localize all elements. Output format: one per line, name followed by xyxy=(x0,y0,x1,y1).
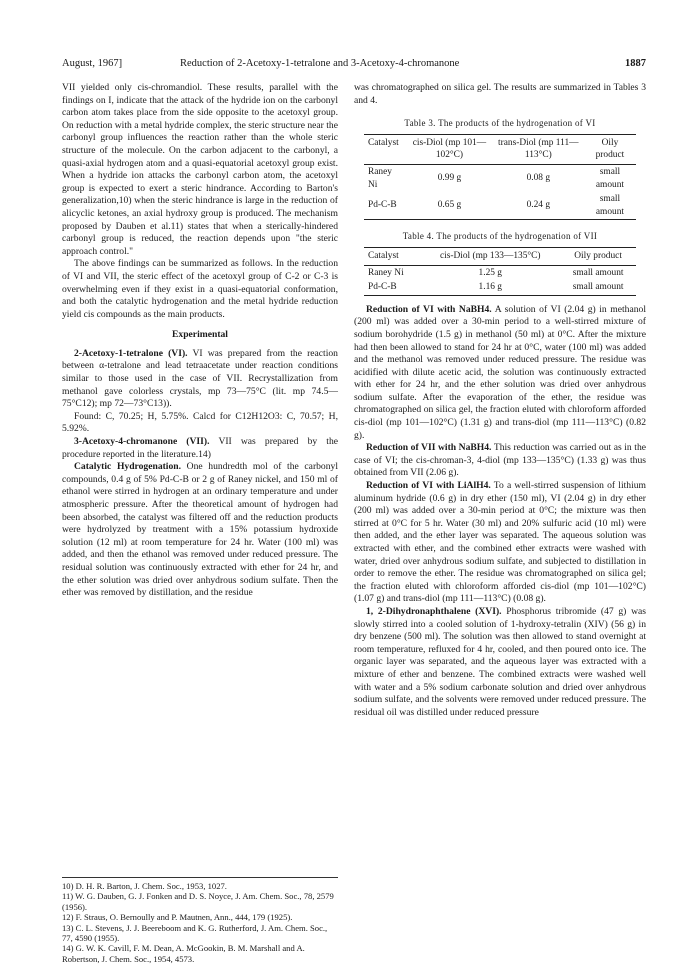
table-row xyxy=(364,192,636,220)
running-header xyxy=(62,58,646,74)
table-row xyxy=(364,265,636,280)
table-header-cell: trans-Diol (mp 111—113°C) xyxy=(493,134,584,164)
run-in-heading: Catalytic Hydrogenation. xyxy=(74,461,182,473)
table-cell: small amount xyxy=(584,192,636,220)
run-in-heading: 1, 2-Dihydronaphthalene (XVI). xyxy=(366,605,502,617)
paragraph xyxy=(62,461,338,600)
page-number: 1887 xyxy=(625,58,646,69)
table-header-cell: cis-Diol (mp 101—102°C) xyxy=(406,134,493,164)
footnotes xyxy=(62,877,338,964)
paragraph xyxy=(62,348,338,411)
paragraph-text: This reduction was carried out as in the case of VI; the cis-chroman-3, 4-diol (mp 133—135°C) (1.33 g) was thus obtained from VII (2.06 g). xyxy=(354,442,646,479)
paragraph: The above findings can be summarized as follows. In the reduction of VI and VII, the steric effect of the acetoxyl group of C-2 or C-3 is overwhelming even if they exist in a quasi-equatorial conformation, and both the catalytic hydrogenation and the metal hydride reduction yield cis compounds as the main products. xyxy=(62,258,338,320)
footnote: 10) D. H. R. Barton, J. Chem. Soc., 1953, 1027. xyxy=(62,881,227,891)
left-column xyxy=(62,82,338,600)
table-3 xyxy=(364,134,636,221)
table-4 xyxy=(364,247,636,296)
header-title: Reduction of 2-Acetoxy-1-tetralone and 3-Acetoxy-4-chromanone xyxy=(180,58,460,69)
paragraph: was chromatographed on silica gel. The results are summarized in Tables 3 and 4. xyxy=(354,82,646,106)
paragraph-text: A solution of VI (2.04 g) in methanol (200 ml) was added over a 30-min period to a well-stirred mixture of sodium borohydride (1.5 g) in methanol (50 ml) at 0°C. After the mixture had then been allowed to stand for 24 hr at 0°C, water (100 ml) was added and the methanol was removed under reduced pressure. The residue was acidified with dilute acetic acid, the solution was continuously extracted with ether for 24 hr, and the ether solution was dried over anhydrous sodium sulfate. After the evaporation of the ether, the residue was chromatographed on silica gel, the fraction eluted with chloroform afforded cis-diol (mp 101—102°C) (1.31 g) and trans-diol (mp 111—113°C) (0.82 g). xyxy=(354,303,646,441)
paragraph: Found: C, 70.25; H, 5.75%. Calcd for C12H12O3: C, 70.57; H, 5.92%. xyxy=(62,410,338,435)
table-cell: small amount xyxy=(560,280,636,295)
run-in-heading: 3-Acetoxy-4-chromanone (VII). xyxy=(74,436,210,448)
table-4-caption: Table 4. The products of the hydrogenation of VII xyxy=(402,231,598,242)
table-header-cell: cis-Diol (mp 133—135°C) xyxy=(420,247,560,265)
table-cell: Raney Ni xyxy=(368,267,404,278)
run-in-heading: 2-Acetoxy-1-tetralone (VI). xyxy=(74,347,188,359)
table-row xyxy=(364,164,636,192)
table-cell: Raney Ni xyxy=(368,166,392,190)
table-header-cell: Catalyst xyxy=(364,134,406,164)
table-row xyxy=(364,280,636,295)
run-in-heading: Reduction of VII with NaBH4. xyxy=(366,442,492,454)
right-column xyxy=(354,82,646,719)
table-cell: 0.99 g xyxy=(437,173,462,184)
header-date: August, 1967] xyxy=(62,58,123,69)
footnote: 14) G. W. K. Cavill, F. M. Dean, A. McGookin, B. M. Marshall and A. Robertson, J. Chem. Soc., 1954, 4573. xyxy=(62,943,305,964)
table-cell: 0.65 g xyxy=(406,192,493,220)
table-cell: small amount xyxy=(572,267,624,278)
table-header-cell: Oily product xyxy=(560,247,636,265)
paragraph xyxy=(354,442,646,480)
table-cell: Pd-C-B xyxy=(364,280,420,295)
paragraph xyxy=(354,480,646,606)
table-cell: 0.08 g xyxy=(526,173,550,184)
table-cell: 0.24 g xyxy=(493,192,584,220)
paragraph-text: Phosphorus tribromide (47 g) was slowly stirred into a cooled solution of 1-hydroxy-tetralin (XIV) (56 g) in dry benzene (500 ml). The solution was then allowed to stand overnight at room temperature, refluxed for 4 hr, cooled, and then poured onto ice. The organic layer was separated, and the aqueous layer was extracted with a mixture of ether and benzene. The combined extracts were washed well with water and a 5% sodium carbonate solution and dried over anhydrous sodium sulfate, and the solvents were removed under reduced pressure. The residual oil was distilled under reduced pressure xyxy=(354,605,646,718)
footnote: 13) C. L. Stevens, J. J. Beereboom and K. G. Rutherford, J. Am. Chem. Soc., 77, 4590 (1955). xyxy=(62,922,328,944)
table-cell: small amount xyxy=(595,166,624,190)
paragraph-text: One hundredth mol of the carbonyl compounds, 0.4 g of 5% Pd-C-B or 2 g of Raney nickel, and 150 ml of ethanol were stirred in hydrogen at an ordinary temperature and under atmospheric pressure. After the theoretical amount of hydrogen had been absorbed, the catalyst was filtered off and the reduction products were hydrolyzed by treatment with a 15% potassium hydroxide solution (12 ml) at room temperature for 24 hr. Water (100 ml) was added, and then the ethanol was removed under reduced pressure. The residual solution was continuously extracted with ether for 24 hr, and the ether solution was dried over anhydrous sodium sulfate. Then the ether was removed by distillation, and the residue xyxy=(62,461,338,599)
run-in-heading: Reduction of VI with NaBH4. xyxy=(366,303,492,315)
footnote: 11) W. G. Dauben, G. J. Fonken and D. S. Noyce, J. Am. Chem. Soc., 78, 2579 (1956). xyxy=(62,891,334,912)
footnote: 12) F. Straus, O. Bernoully and P. Mautnen, Ann., 444, 179 (1925). xyxy=(62,912,293,923)
paragraph: VII yielded only cis-chromandiol. These results, parallel with the findings on I, indicate that the attack of the hydride ion on the carbonyl carbon atom takes place from the side opposite to the acetoxyl group. On reduction with a metal hydride complex, the steric structure near the carbonyl group influences the reaction rather than the whole steric structure of the molecule. On the carbon adjacent to the carbonyl, a quasi-axial hydrogen atom and a quasi-equatorial acetoxyl group exist. When a hydride ion attacks the carbonyl carbon atom, the acetoxyl group is expected to exert a steric hindrance. According to Barton's generalization,10) when the steric hindrance is large in the reduction of alicyclic ketones, an axial hydroxy group is produced. The mechanism proposed by Dauben et al.11) states that when a sterically-hindered carbonyl group is reduced, the reaction depends upon "the steric approach control." xyxy=(62,82,338,257)
table-3-caption: Table 3. The products of the hydrogenation of VI xyxy=(404,118,596,129)
run-in-heading: Reduction of VI with LiAlH4. xyxy=(366,480,491,492)
paragraph xyxy=(62,436,338,461)
section-heading-experimental: Experimental xyxy=(172,329,228,341)
table-cell: 1.25 g xyxy=(478,267,502,278)
paragraph-text: VI was prepared from the reaction between α-tetralone and lead tetraacetate under reaction conditions similar to those used in the case of VII. Recrystallization from methanol gave colorless crystals, mp 73—75°C (lit. mp 74.5—75°C12); mp 72—73°C13)). xyxy=(62,347,338,410)
table-cell: Pd-C-B xyxy=(364,192,406,220)
paragraph-text: To a well-stirred suspension of lithium aluminum hydride (0.6 g) in dry ether (150 ml), VI (2.04 g) in dry ether (200 ml) was added over a 30-min period at 0°C; the mixture was then stirred at 0°C for 5 hr. Water (30 ml) and 20% sulfuric acid (10 ml) were then added, and the ether layer was separated. The aqueous solution was extracted with ether, and the combined ether extracts were washed with water, dried over anhydrous sodium sulfate, and subjected to distillation in order to remove the ether. The residue was chromatographed on silica gel; the fraction eluted with chloroform afforded cis-diol (mp 101—102°C) (1.07 g) and trans-diol (mp 111—113°C) (0.08 g). xyxy=(354,480,646,605)
paragraph xyxy=(354,606,646,719)
table-header-cell: Oily product xyxy=(584,134,636,164)
table-header-cell: Catalyst xyxy=(364,247,420,265)
paragraph xyxy=(354,304,646,443)
table-cell: 1.16 g xyxy=(420,280,560,295)
paragraph-text: VII was prepared by the procedure reported in the literature.14) xyxy=(62,436,338,460)
